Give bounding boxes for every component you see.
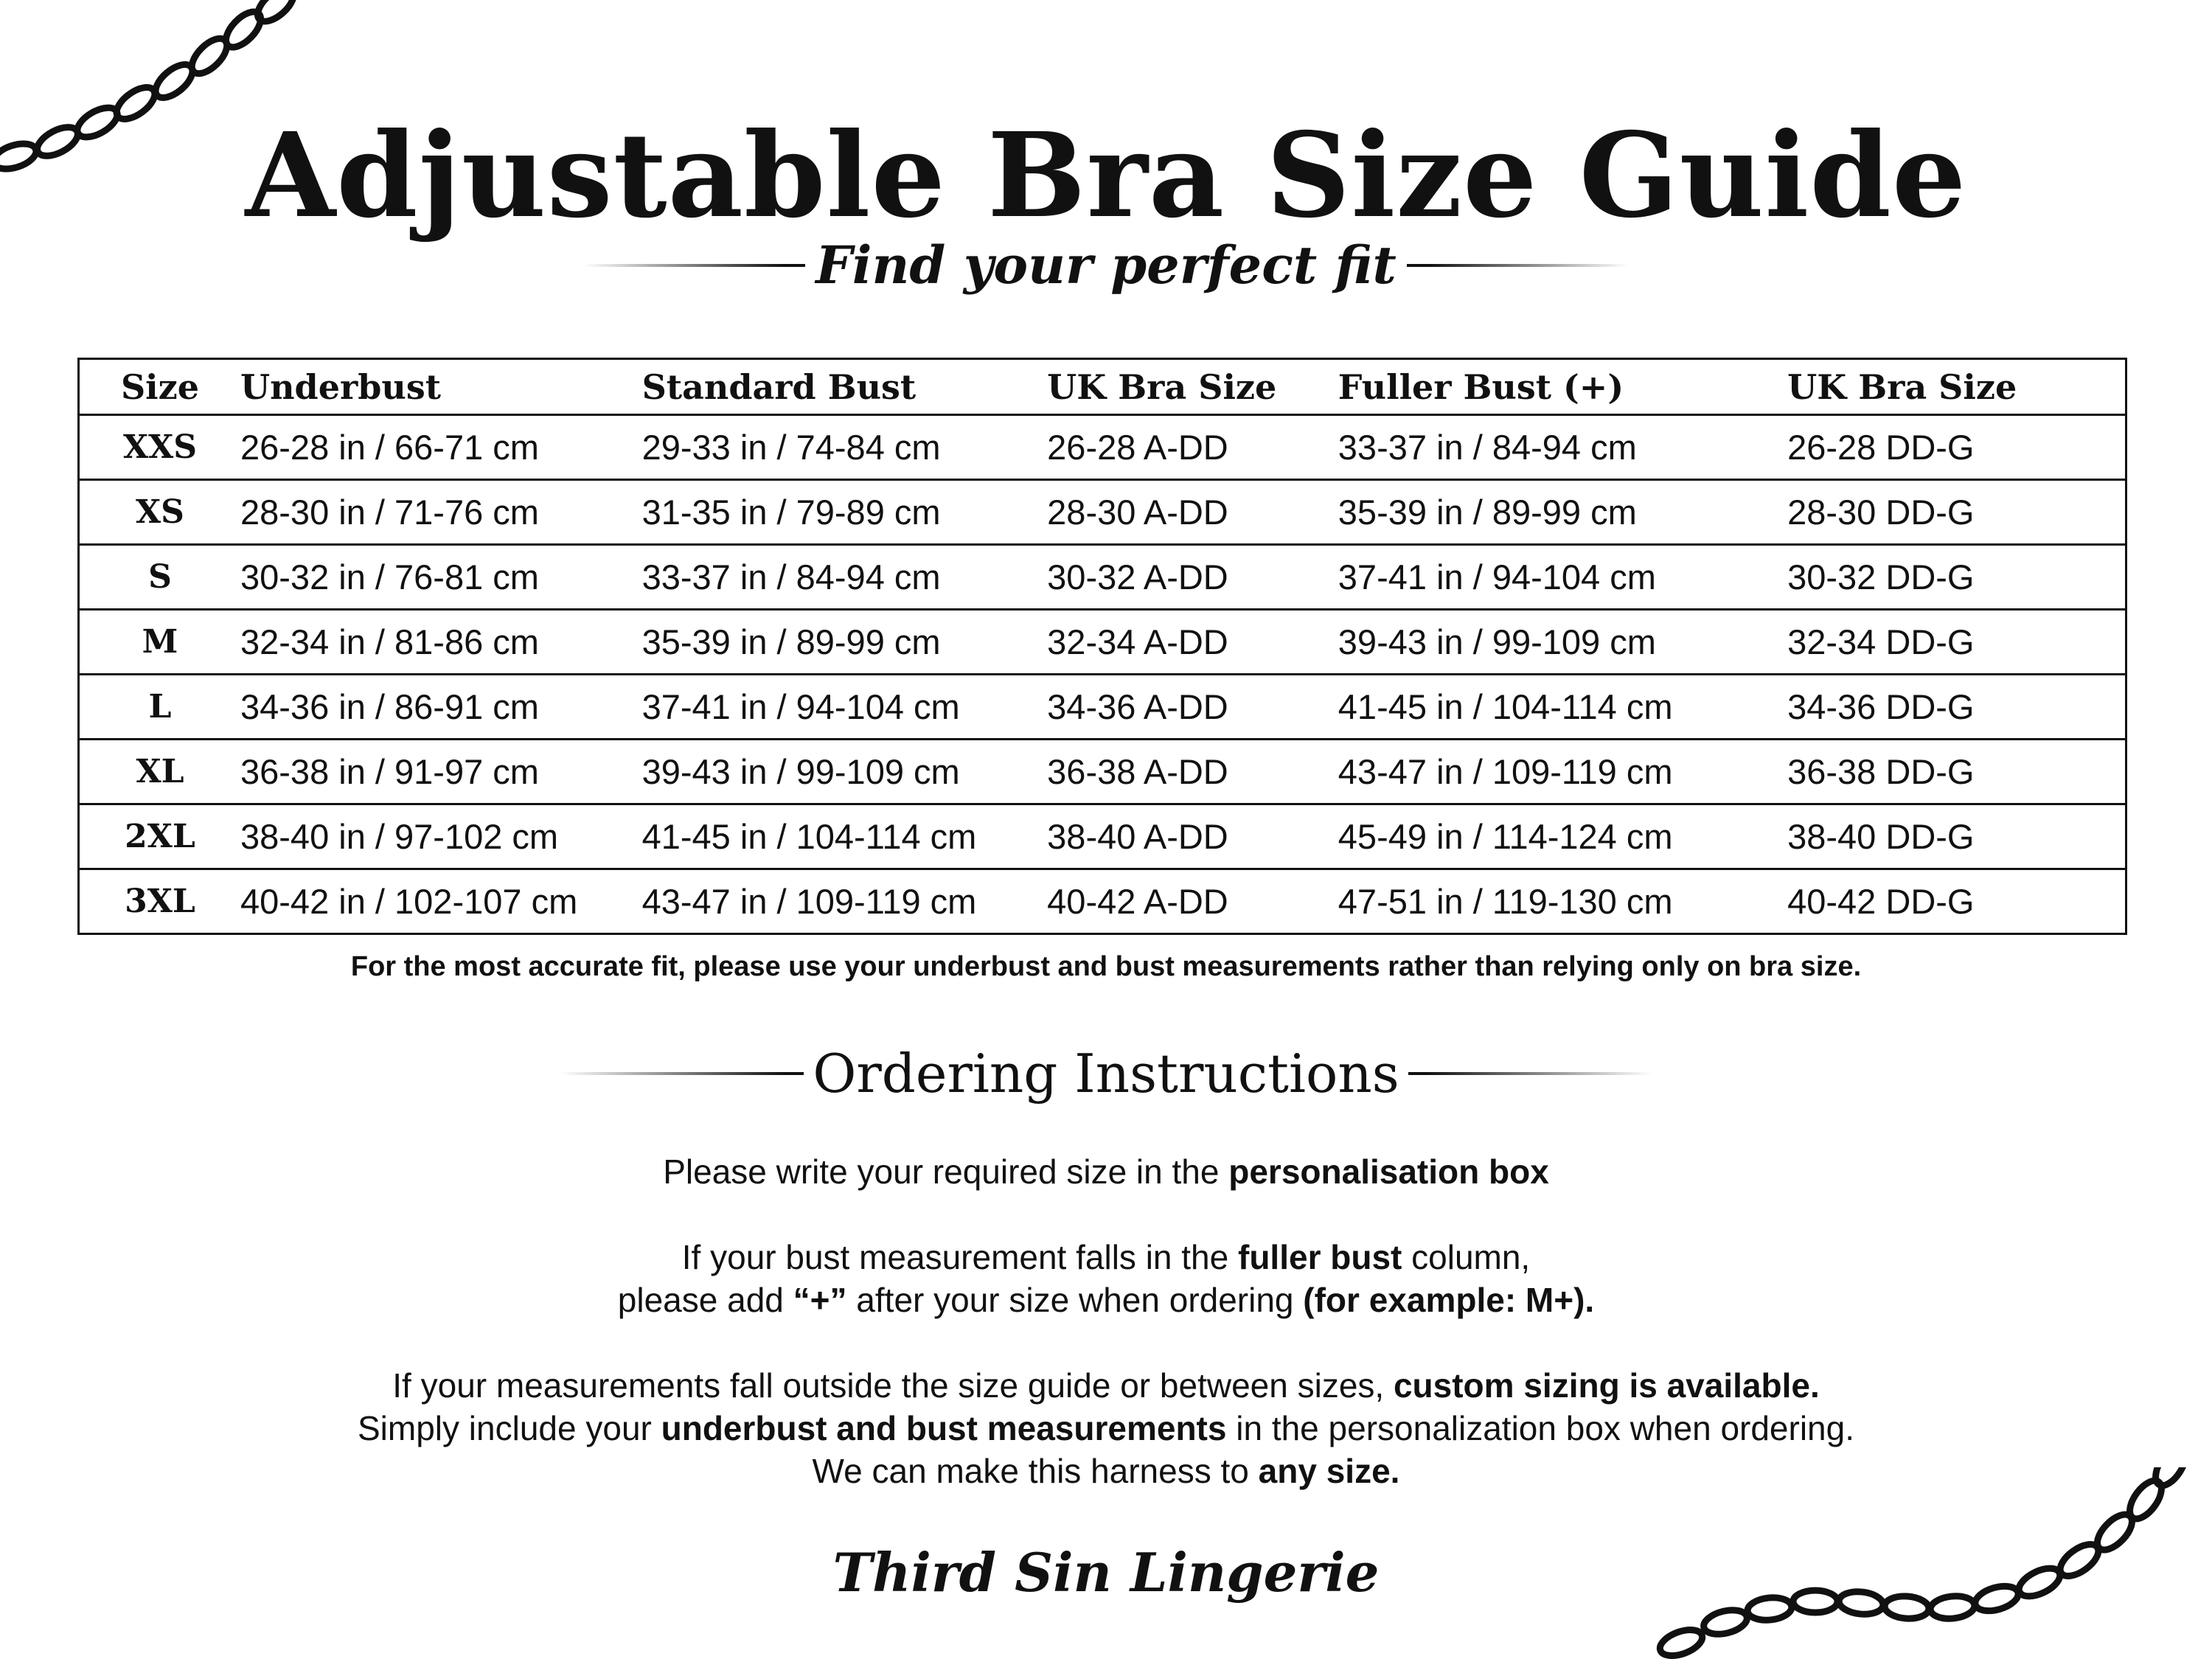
table-row: [79, 740, 2126, 804]
instruction-emphasis: underbust and bust measurements: [661, 1409, 1227, 1447]
cell-fuller-bust: 35-39 in / 89-99 cm: [1338, 480, 1787, 545]
table-row: [79, 610, 2126, 675]
instruction-line: [0, 1450, 2212, 1492]
instruction-text: column,: [1402, 1238, 1531, 1276]
instruction-text: please add: [617, 1281, 793, 1319]
instruction-text: We can make this harness to: [812, 1452, 1259, 1490]
cell-size: 3XL: [79, 869, 241, 934]
instruction-emphasis: “+”: [793, 1281, 847, 1319]
table-row: [79, 675, 2126, 740]
cell-underbust: 36-38 in / 91-97 cm: [240, 740, 642, 804]
cell-size: S: [79, 545, 241, 610]
table-row: [79, 415, 2126, 480]
cell-uk-bra-size: 36-38 A-DD: [1047, 740, 1338, 804]
table-row: [79, 480, 2126, 545]
header-standard-bust: Standard Bust: [642, 359, 1048, 415]
cell-uk-bra-size: 34-36 A-DD: [1047, 675, 1338, 740]
cell-underbust: 34-36 in / 86-91 cm: [240, 675, 642, 740]
ordering-divider-right: [1408, 1072, 1652, 1075]
cell-size: XXS: [79, 415, 241, 480]
cell-size: XS: [79, 480, 241, 545]
header-fuller-bust: Fuller Bust (+): [1338, 359, 1787, 415]
cell-standard-bust: 39-43 in / 99-109 cm: [642, 740, 1048, 804]
cell-fuller-bust: 33-37 in / 84-94 cm: [1338, 415, 1787, 480]
cell-uk-bra-size-fuller: 40-42 DD-G: [1787, 869, 2126, 934]
ordering-title: Ordering Instructions: [813, 1043, 1399, 1105]
cell-underbust: 26-28 in / 66-71 cm: [240, 415, 642, 480]
instruction-line: [0, 1236, 2212, 1279]
cell-underbust: 38-40 in / 97-102 cm: [240, 804, 642, 869]
cell-standard-bust: 41-45 in / 104-114 cm: [642, 804, 1048, 869]
cell-uk-bra-size: 30-32 A-DD: [1047, 545, 1338, 610]
cell-size: 2XL: [79, 804, 241, 869]
ordering-heading-row: [0, 1043, 2212, 1105]
subtitle-divider-right: [1407, 264, 1628, 267]
instruction-text: If your bust measurement falls in the: [681, 1238, 1239, 1276]
instruction-line: [0, 1150, 2212, 1193]
cell-uk-bra-size: 26-28 A-DD: [1047, 415, 1338, 480]
cell-standard-bust: 43-47 in / 109-119 cm: [642, 869, 1048, 934]
table-row: [79, 869, 2126, 934]
cell-standard-bust: 29-33 in / 74-84 cm: [642, 415, 1048, 480]
cell-standard-bust: 33-37 in / 84-94 cm: [642, 545, 1048, 610]
cell-standard-bust: 37-41 in / 94-104 cm: [642, 675, 1048, 740]
table-header-row: [79, 359, 2126, 415]
cell-uk-bra-size: 28-30 A-DD: [1047, 480, 1338, 545]
cell-fuller-bust: 37-41 in / 94-104 cm: [1338, 545, 1787, 610]
cell-underbust: 30-32 in / 76-81 cm: [240, 545, 642, 610]
instruction-text: in the personalization box when ordering.: [1226, 1409, 1854, 1447]
cell-underbust: 28-30 in / 71-76 cm: [240, 480, 642, 545]
header-size: Size: [79, 359, 241, 415]
instruction-emphasis: custom sizing is available.: [1393, 1366, 1820, 1405]
cell-uk-bra-size-fuller: 28-30 DD-G: [1787, 480, 2126, 545]
cell-fuller-bust: 47-51 in / 119-130 cm: [1338, 869, 1787, 934]
size-guide-table: [77, 358, 2127, 935]
cell-size: XL: [79, 740, 241, 804]
fit-note: For the most accurate fit, please use your underbust and bust measurements rather than relying only on bra size.: [350, 951, 1862, 982]
subtitle-divider-left: [584, 264, 805, 267]
cell-uk-bra-size: 38-40 A-DD: [1047, 804, 1338, 869]
instruction-emphasis: any size.: [1258, 1452, 1400, 1490]
cell-size: L: [79, 675, 241, 740]
instruction-line: [0, 1279, 2212, 1321]
instruction-emphasis: personalisation box: [1228, 1152, 1549, 1191]
table-row: [79, 804, 2126, 869]
ordering-instructions: [0, 1150, 2212, 1492]
subtitle: Find your perfect fit: [815, 234, 1397, 296]
cell-uk-bra-size: 40-42 A-DD: [1047, 869, 1338, 934]
instruction-text: Please write your required size in the: [663, 1152, 1229, 1191]
cell-fuller-bust: 39-43 in / 99-109 cm: [1338, 610, 1787, 675]
cell-standard-bust: 31-35 in / 79-89 cm: [642, 480, 1048, 545]
cell-underbust: 32-34 in / 81-86 cm: [240, 610, 642, 675]
instruction-text: after your size when ordering: [846, 1281, 1304, 1319]
cell-uk-bra-size-fuller: 26-28 DD-G: [1787, 415, 2126, 480]
subtitle-row: [0, 234, 2212, 296]
header-uk-bra-size: UK Bra Size: [1047, 359, 1338, 415]
ordering-divider-left: [560, 1072, 804, 1075]
cell-fuller-bust: 45-49 in / 114-124 cm: [1338, 804, 1787, 869]
cell-uk-bra-size-fuller: 34-36 DD-G: [1787, 675, 2126, 740]
cell-uk-bra-size-fuller: 38-40 DD-G: [1787, 804, 2126, 869]
table-row: [79, 545, 2126, 610]
cell-fuller-bust: 43-47 in / 109-119 cm: [1338, 740, 1787, 804]
cell-uk-bra-size-fuller: 30-32 DD-G: [1787, 545, 2126, 610]
instruction-line: [0, 1364, 2212, 1407]
instruction-line: [0, 1407, 2212, 1450]
cell-uk-bra-size-fuller: 36-38 DD-G: [1787, 740, 2126, 804]
cell-standard-bust: 35-39 in / 89-99 cm: [642, 610, 1048, 675]
instruction-emphasis: fuller bust: [1238, 1238, 1402, 1276]
header-uk-bra-size-fuller: UK Bra Size: [1787, 359, 2126, 415]
cell-uk-bra-size-fuller: 32-34 DD-G: [1787, 610, 2126, 675]
header-underbust: Underbust: [240, 359, 642, 415]
page-title: Adjustable Bra Size Guide: [245, 108, 1967, 244]
instruction-text: Simply include your: [358, 1409, 661, 1447]
cell-underbust: 40-42 in / 102-107 cm: [240, 869, 642, 934]
cell-fuller-bust: 41-45 in / 104-114 cm: [1338, 675, 1787, 740]
instruction-text: If your measurements fall outside the size guide or between sizes,: [392, 1366, 1394, 1405]
brand-logo-text: Third Sin Lingerie: [832, 1541, 1380, 1604]
instruction-emphasis: (for example: M+).: [1303, 1281, 1595, 1319]
cell-size: M: [79, 610, 241, 675]
cell-uk-bra-size: 32-34 A-DD: [1047, 610, 1338, 675]
